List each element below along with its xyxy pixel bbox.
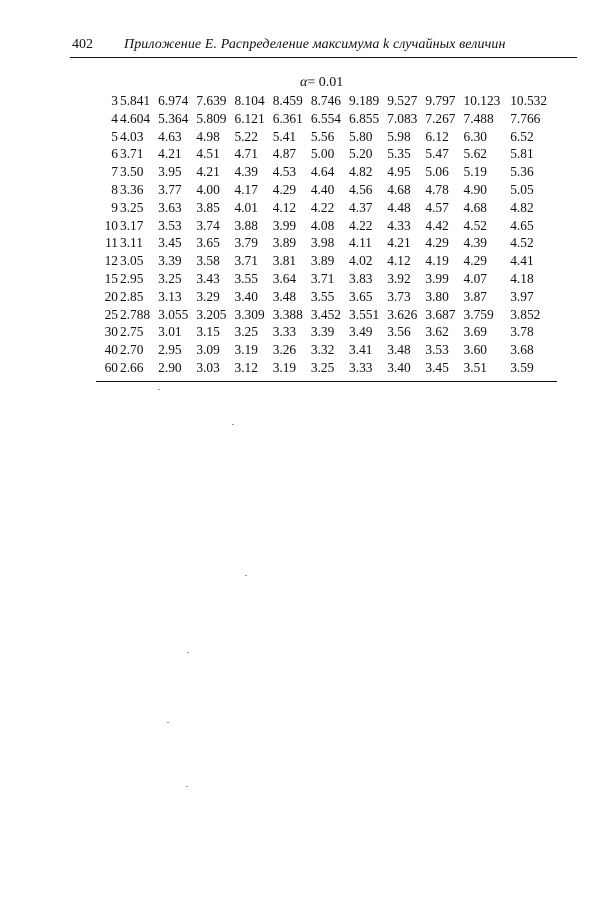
table-cell: 9.797 <box>425 93 456 108</box>
alpha-symbol: α <box>300 75 308 90</box>
table-cell: 5.20 <box>349 146 373 162</box>
table-cell: 2.85 <box>120 288 144 304</box>
table-cell: 7.083 <box>387 110 418 126</box>
table-cell: 3.626 <box>387 306 418 322</box>
table-cell: 3.89 <box>272 235 297 251</box>
table-cell: 7.639 <box>196 93 227 108</box>
table-cell: 5.364 <box>158 110 189 126</box>
table-cell: 3.852 <box>510 306 541 322</box>
table-cell: 4.53 <box>272 164 297 180</box>
table-cell: 3.53 <box>425 342 449 358</box>
alpha-value: = 0.01 <box>307 75 344 90</box>
table-cell: 6.974 <box>158 93 189 108</box>
table-cell: 3.89 <box>310 253 335 269</box>
table-cell: 7.488 <box>463 110 494 126</box>
table-cell: 3.25 <box>120 199 144 215</box>
table-cell: 3.92 <box>387 270 411 286</box>
table-cell: 9.189 <box>349 93 380 108</box>
table-cell: 3.77 <box>158 181 182 197</box>
table-cell: 3.12 <box>234 359 258 375</box>
table-cell: 2.95 <box>158 342 182 358</box>
table-cell: 2.788 <box>120 306 151 322</box>
table-cell: 4.12 <box>387 253 411 269</box>
table-cell: 4.21 <box>387 235 411 251</box>
table-cell: 4.65 <box>510 217 534 233</box>
table-row <box>96 288 557 306</box>
table-cell: 3.62 <box>425 324 449 340</box>
table-cell: 8.459 <box>272 93 303 108</box>
table-cell: 3.17 <box>120 217 144 233</box>
table-cell: 4.08 <box>310 217 335 233</box>
table-cell: 4.42 <box>425 217 449 233</box>
table-cell: 2.70 <box>120 342 144 358</box>
table-cell: 4.48 <box>387 199 411 215</box>
table-cell: 3.09 <box>196 342 220 358</box>
table-cell: 3.51 <box>463 359 487 375</box>
table-cell: 3.78 <box>510 324 534 340</box>
table-cell: 4.29 <box>272 181 297 197</box>
table-cell: 4.78 <box>425 181 449 197</box>
row-label: 15 <box>104 270 118 286</box>
table-cell: 5.22 <box>234 128 258 144</box>
table-cell: 3.53 <box>158 217 182 233</box>
table-cell: 6.855 <box>349 110 380 126</box>
row-label: 7 <box>111 164 118 180</box>
table-cell: 3.40 <box>387 359 411 375</box>
table-row <box>96 145 557 163</box>
table-cell: 4.98 <box>196 128 220 144</box>
table-cell: 3.48 <box>387 342 411 358</box>
table-cell: 10.123 <box>463 93 501 108</box>
table-cell: 3.49 <box>349 324 373 340</box>
table-cell: 3.29 <box>196 288 220 304</box>
scan-speck <box>186 786 188 787</box>
alpha-caption <box>300 75 343 91</box>
table-row <box>96 110 557 128</box>
table-cell: 5.35 <box>387 146 411 162</box>
table-row <box>96 270 557 288</box>
table-cell: 3.26 <box>272 342 297 358</box>
table-cell: 3.39 <box>158 253 182 269</box>
table-bottom-rule <box>96 381 557 382</box>
table-cell: 6.12 <box>425 128 449 144</box>
table-cell: 5.809 <box>196 110 227 126</box>
table-cell: 4.68 <box>387 181 411 197</box>
row-label: 12 <box>104 253 118 269</box>
table-cell: 4.37 <box>349 199 373 215</box>
table-cell: 3.98 <box>310 235 335 251</box>
table-row <box>96 234 557 252</box>
table-cell: 3.58 <box>196 253 220 269</box>
row-label: 40 <box>104 342 118 358</box>
table-cell: 4.40 <box>310 181 335 197</box>
table-row <box>96 181 557 199</box>
table-cell: 3.85 <box>196 199 220 215</box>
table-cell: 3.36 <box>120 181 144 197</box>
table-cell: 5.06 <box>425 164 449 180</box>
table-cell: 3.055 <box>158 306 189 322</box>
row-label: 25 <box>104 306 118 322</box>
table-cell: 3.88 <box>234 217 258 233</box>
table-cell: 3.13 <box>158 288 182 304</box>
table-cell: 3.64 <box>272 270 297 286</box>
table-cell: 3.65 <box>196 235 220 251</box>
table-cell: 4.82 <box>349 164 373 180</box>
table-cell: 3.55 <box>310 288 335 304</box>
table-cell: 4.604 <box>120 110 151 126</box>
table-cell: 2.95 <box>120 270 144 286</box>
table-cell: 4.63 <box>158 128 182 144</box>
table-cell: 9.527 <box>387 93 418 108</box>
table-cell: 3.759 <box>463 306 494 322</box>
table-cell: 3.79 <box>234 235 258 251</box>
table-cell: 3.99 <box>272 217 297 233</box>
table-cell: 4.21 <box>196 164 220 180</box>
table-cell: 3.388 <box>272 306 303 322</box>
header-rule <box>70 57 577 58</box>
table-cell: 5.80 <box>349 128 373 144</box>
table-cell: 3.48 <box>272 288 297 304</box>
table-cell: 4.39 <box>234 164 258 180</box>
table-cell: 3.25 <box>310 359 335 375</box>
table-row <box>96 323 557 341</box>
table-cell: 4.41 <box>510 253 534 269</box>
table-cell: 3.60 <box>463 342 487 358</box>
table-cell: 4.22 <box>310 199 335 215</box>
row-label: 8 <box>111 181 118 197</box>
table-cell: 3.32 <box>310 342 335 358</box>
table-cell: 6.30 <box>463 128 487 144</box>
table-cell: 3.33 <box>349 359 373 375</box>
row-label: 3 <box>111 93 118 108</box>
table-cell: 7.766 <box>510 110 541 126</box>
table-cell: 3.39 <box>310 324 335 340</box>
table-cell: 3.45 <box>425 359 449 375</box>
table-cell: 3.68 <box>510 342 534 358</box>
table-cell: 8.104 <box>234 93 265 108</box>
scan-speck <box>187 652 189 653</box>
table-cell: 4.51 <box>196 146 220 162</box>
table-cell: 5.98 <box>387 128 411 144</box>
table-cell: 4.21 <box>158 146 182 162</box>
table-cell: 3.81 <box>272 253 297 269</box>
table-cell: 3.56 <box>387 324 411 340</box>
table-cell: 6.121 <box>234 110 265 126</box>
table-cell: 3.80 <box>425 288 449 304</box>
table-cell: 3.65 <box>349 288 373 304</box>
table-cell: 6.52 <box>510 128 534 144</box>
table-cell: 3.83 <box>349 270 373 286</box>
table-cell: 4.18 <box>510 270 534 286</box>
row-label: 30 <box>104 324 118 340</box>
table-cell: 3.687 <box>425 306 456 322</box>
row-label: 5 <box>111 128 118 144</box>
table-cell: 3.73 <box>387 288 411 304</box>
table-cell: 4.12 <box>272 199 297 215</box>
table-cell: 3.452 <box>310 306 341 322</box>
row-label: 20 <box>104 288 118 304</box>
table-cell: 3.55 <box>234 270 258 286</box>
scan-speck <box>158 389 160 390</box>
table-cell: 3.71 <box>310 270 335 286</box>
table-row <box>96 217 557 235</box>
table-cell: 5.19 <box>463 164 487 180</box>
table-cell: 5.36 <box>510 164 534 180</box>
data-table <box>96 92 557 377</box>
table-cell: 3.71 <box>120 146 144 162</box>
table-cell: 5.00 <box>310 146 335 162</box>
scan-speck <box>167 722 169 723</box>
running-title: Приложение E. Распределение максимума k случайных величин <box>124 37 506 52</box>
table-cell: 3.40 <box>234 288 258 304</box>
table-row <box>96 199 557 217</box>
table-cell: 3.19 <box>272 359 297 375</box>
table-cell: 8.746 <box>310 93 341 108</box>
table-cell: 3.05 <box>120 253 144 269</box>
table-cell: 4.03 <box>120 128 144 144</box>
table-cell: 4.11 <box>349 235 372 251</box>
table-cell: 3.97 <box>510 288 534 304</box>
table-cell: 3.99 <box>425 270 449 286</box>
table-cell: 3.309 <box>234 306 265 322</box>
table-cell: 4.29 <box>463 253 487 269</box>
table-row <box>96 341 557 359</box>
table-cell: 3.19 <box>234 342 258 358</box>
table-cell: 3.95 <box>158 164 182 180</box>
table-cell: 3.03 <box>196 359 220 375</box>
table-cell: 3.59 <box>510 359 534 375</box>
table-cell: 2.66 <box>120 359 144 375</box>
table-cell: 3.71 <box>234 253 258 269</box>
table-cell: 4.07 <box>463 270 487 286</box>
table-cell: 4.95 <box>387 164 411 180</box>
table-cell: 4.90 <box>463 181 487 197</box>
table-cell: 5.62 <box>463 146 487 162</box>
table-cell: 6.361 <box>272 110 303 126</box>
table-row <box>96 252 557 270</box>
table-cell: 4.82 <box>510 199 534 215</box>
table-cell: 5.47 <box>425 146 449 162</box>
page-number: 402 <box>72 37 93 52</box>
table-body <box>96 92 557 377</box>
table-row <box>96 128 557 146</box>
row-label: 60 <box>104 359 118 375</box>
row-label: 11 <box>105 235 118 251</box>
table-row <box>96 163 557 181</box>
table-cell: 4.22 <box>349 217 373 233</box>
table-cell: 3.01 <box>158 324 182 340</box>
table-cell: 5.56 <box>310 128 335 144</box>
table-row <box>96 92 557 110</box>
table-cell: 3.15 <box>196 324 220 340</box>
table-cell: 4.52 <box>463 217 487 233</box>
table-cell: 3.25 <box>158 270 182 286</box>
table-cell: 4.19 <box>425 253 449 269</box>
table-cell: 4.68 <box>463 199 487 215</box>
table-cell: 4.29 <box>425 235 449 251</box>
table-cell: 5.81 <box>510 146 534 162</box>
table-cell: 3.74 <box>196 217 220 233</box>
table-cell: 4.56 <box>349 181 373 197</box>
table-container <box>96 92 557 382</box>
table-cell: 4.87 <box>272 146 297 162</box>
table-cell: 4.00 <box>196 181 220 197</box>
table-cell: 3.50 <box>120 164 144 180</box>
table-cell: 3.551 <box>349 306 380 322</box>
table-cell: 3.33 <box>272 324 297 340</box>
table-cell: 4.01 <box>234 199 258 215</box>
table-cell: 4.57 <box>425 199 449 215</box>
row-label: 9 <box>111 199 118 215</box>
table-cell: 5.05 <box>510 181 534 197</box>
table-cell: 3.69 <box>463 324 487 340</box>
table-cell: 10.532 <box>510 93 548 108</box>
row-label: 6 <box>111 146 118 162</box>
table-cell: 3.25 <box>234 324 258 340</box>
table-cell: 4.71 <box>234 146 258 162</box>
row-label: 4 <box>111 110 118 126</box>
table-cell: 4.02 <box>349 253 373 269</box>
table-cell: 3.41 <box>349 342 373 358</box>
table-cell: 4.64 <box>310 164 335 180</box>
table-cell: 4.52 <box>510 235 534 251</box>
table-row <box>96 359 557 377</box>
table-cell: 5.41 <box>272 128 297 144</box>
row-label: 10 <box>104 217 118 233</box>
table-cell: 3.87 <box>463 288 487 304</box>
table-cell: 2.90 <box>158 359 182 375</box>
table-cell: 4.39 <box>463 235 487 251</box>
scan-speck <box>232 424 234 425</box>
table-cell: 6.554 <box>310 110 341 126</box>
table-cell: 3.43 <box>196 270 220 286</box>
table-cell: 3.45 <box>158 235 182 251</box>
scan-speck <box>245 575 247 576</box>
table-cell: 5.841 <box>120 93 151 108</box>
table-cell: 7.267 <box>425 110 456 126</box>
table-cell: 2.75 <box>120 324 144 340</box>
table-cell: 3.63 <box>158 199 182 215</box>
table-row <box>96 306 557 324</box>
table-cell: 4.17 <box>234 181 258 197</box>
table-cell: 3.11 <box>120 235 143 251</box>
table-cell: 3.205 <box>196 306 227 322</box>
table-cell: 4.33 <box>387 217 411 233</box>
